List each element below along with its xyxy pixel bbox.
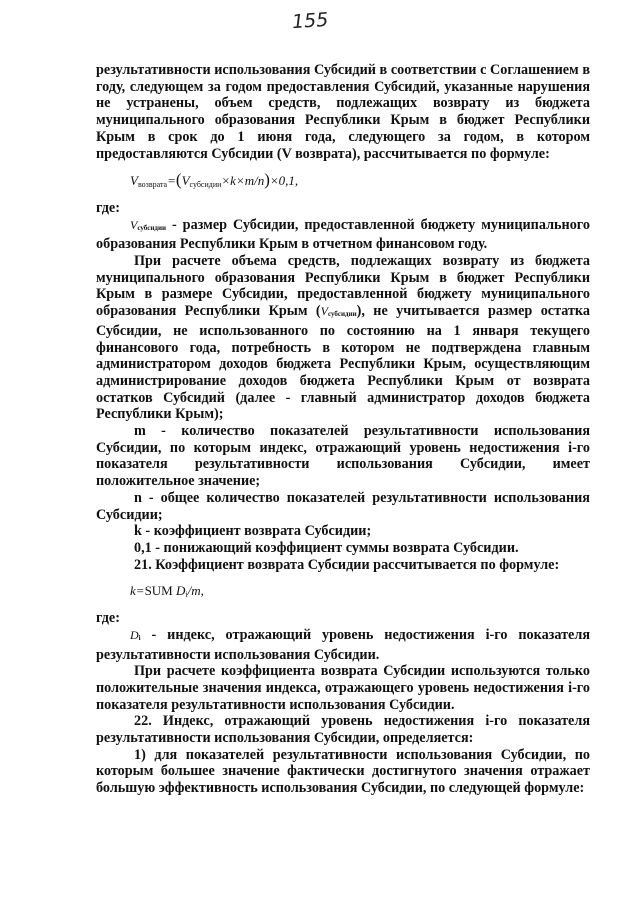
- definition-v-subsidii: [96, 217, 590, 253]
- formula-tail: ×k×m/n: [221, 173, 265, 189]
- calc-symbol-sub: субсидии: [327, 310, 357, 319]
- formula-coef: ×0,1: [269, 173, 295, 189]
- paragraph-intro: результативности использования Субсидий в соответствии с Соглашением в году, следующем за годом предоставления Субсидий, указанные нарушения не устранены, объем средств, подлежащих возврату из бюджета муниципального образования Республики Крым в бюджет Республики Крым в срок до 1 июня года, следующего за годом, в котором предоставляются Субсидии (V возврата), рассчитывается по формуле:: [96, 62, 590, 162]
- paragraph-coef-definition: 0,1 - понижающий коэффициент суммы возврата Субсидии.: [134, 539, 519, 556]
- calc-text-b: ), не учитывается размер остатка Субсидии, не использованного по состоянию на 1 января текущего финансового года, потребность в котором не подтверждена главным администратором доходов бюджета Республики Крым, осуществляющим администрирование доходов бюджета Республики Крым от возврата остатков Субсидий (далее - главный администратор доходов бюджета Республики Крым);: [96, 303, 590, 423]
- calc-symbol-letter: V: [320, 304, 328, 319]
- di-definition-text: - индекс, отражающий уровень недостижения i-го показателя результативности использования Субсидии.: [96, 626, 590, 663]
- where-label-1: где:: [96, 199, 120, 216]
- paragraph-n-definition: n - общее количество показателей результативности использования Субсидии;: [96, 489, 590, 523]
- v-subsidii-sub: субсидии: [137, 223, 167, 232]
- paragraph-k-definition: k - коэффициент возврата Субсидии;: [134, 523, 372, 540]
- formula-mid-var: V: [181, 173, 190, 189]
- calc-text-a: При расчете объема средств, подлежащих возврату из бюджета муниципального образования Республики Крым в бюджет Республики Крым в размере Субсидии, предоставленной бюджету муниципального образования Республики Крым (: [96, 253, 590, 320]
- calc-symbol: [321, 304, 357, 318]
- formula-open-paren: (: [175, 170, 182, 190]
- paragraph-m-definition: m - количество показателей результативности использования Субсидии, по которым индекс, отражающий уровень недостижения i-го показателя результативности использования Субсидии, имеет положительное значение;: [96, 423, 590, 490]
- formula2-end: ,: [200, 583, 204, 599]
- definition-di: [96, 627, 590, 663]
- formula2-di: D: [176, 583, 186, 599]
- handwritten-page-number: 155: [291, 8, 329, 34]
- v-subsidii-symbol: [130, 218, 166, 232]
- document-body: [96, 62, 590, 797]
- paragraph-item-1: 1) для показателей результативности использования Субсидии, по которым большее значение фактически достигнутого значения отражает большую эффективность использования Субсидии, по следующей формуле:: [96, 746, 590, 797]
- paragraph-calculation: [96, 253, 590, 423]
- di-sub: i: [138, 633, 141, 642]
- formula2-lhs: k: [130, 583, 136, 599]
- v-subsidii-letter: V: [130, 217, 138, 232]
- formula2-sum: SUM: [144, 583, 173, 599]
- formula-close-paren: ): [264, 170, 270, 190]
- where-label-2: где:: [96, 610, 120, 627]
- di-symbol: [130, 628, 141, 642]
- paragraph-positive-values: При расчете коэффициента возврата Субсидии используются только положительные значения индекса, отражающего уровень недостижения i-го показателя результативности использования Субсидии.: [96, 663, 590, 713]
- formula-end: ,: [294, 173, 299, 189]
- formula2-tail: /m: [187, 583, 201, 599]
- formula-lhs-sub: возврата: [137, 180, 168, 190]
- formula-eq: =: [167, 173, 176, 189]
- v-subsidii-definition-text: - размер Субсидии, предоставленной бюджету муниципального образования Республики Крым в отчетном финансовом году.: [96, 216, 590, 253]
- formula-volume-return: [130, 172, 590, 194]
- formula2-eq: =: [135, 583, 145, 599]
- formula2-di-sub: i: [185, 590, 188, 600]
- formula-mid-sub: субсидии: [189, 180, 222, 190]
- paragraph-section-22: 22. Индекс, отражающий уровень недостижения i-го показателя результативности использования Субсидии, определяется:: [96, 713, 590, 747]
- di-letter: D: [130, 627, 139, 642]
- formula-lhs-var: V: [130, 173, 138, 189]
- paragraph-section-21: 21. Коэффициент возврата Субсидии рассчитывается по формуле:: [134, 556, 560, 573]
- formula-return-coefficient: [130, 583, 590, 604]
